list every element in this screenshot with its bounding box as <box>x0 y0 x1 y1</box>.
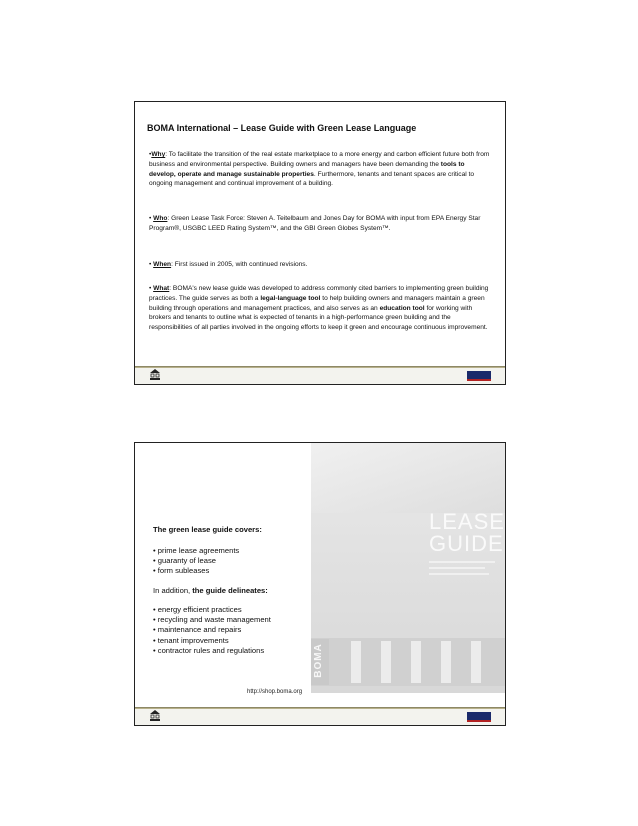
lease-guide-cover-image <box>311 443 506 693</box>
list-item: • prime lease agreements <box>153 546 240 555</box>
list-item: • recycling and waste management <box>153 615 271 625</box>
shop-link[interactable]: http://shop.boma.org <box>247 689 303 695</box>
addition-line <box>153 586 313 596</box>
what-paragraph: • What: BOMA's new lease guide was developed to address commonly cited barriers to implementing green building practices. The guide serves as both a legal-language tool to help building owners and managers maintain a green building through operations and management practices, and also serves as an education tool for working with brokers and tenants to outline what is expected of tenants in a high-performance green building and the responsibilities of all parties involved in the ongoing efforts to keep it green and encourage continuous improvement. <box>149 285 489 332</box>
cover-column <box>381 641 391 683</box>
when-text: : First issued in 2005, with continued revisions. <box>171 261 308 268</box>
covers-list <box>153 546 313 577</box>
cover-subtitle-line <box>429 567 485 569</box>
delineates-list <box>153 605 313 656</box>
what-bold-2: education tool <box>379 304 425 312</box>
slide-2 <box>134 442 506 726</box>
cover-title-line-1: LEASE <box>429 509 505 534</box>
what-label: What <box>153 285 170 292</box>
firm-logo-icon <box>467 712 491 722</box>
cover-subtitle-line <box>429 573 489 575</box>
building-owners-icon <box>149 369 161 381</box>
cover-column <box>351 641 361 683</box>
covers-heading: The green lease guide covers: <box>153 525 262 534</box>
what-text-1: : BOMA's new lease guide was developed to address commonly cited barriers to implementing green building practices. The guide serves as both a <box>149 285 489 302</box>
cover-column <box>441 641 451 683</box>
why-bold: tools to develop, operate and manage sustainable properties <box>149 160 465 178</box>
slide-1 <box>134 101 506 385</box>
why-label: Why <box>151 151 166 158</box>
firm-logo-icon <box>467 371 491 381</box>
list-item: • energy efficient practices <box>153 605 242 614</box>
why-paragraph: •Why: To facilitate the transition of the real estate marketplace to a more energy and carbon efficient future both from business and environmental perspective. Building owners and managers have been demanding the tools to develop, operate and manage sustainable properties. Furthermore, tenants and tenant spaces are critical to ongoing management and continual improvement of a building. <box>149 151 490 188</box>
cover-subtitle-line <box>429 561 495 563</box>
slide-title: BOMA International – Lease Guide with Green Lease Language <box>147 123 417 133</box>
who-paragraph: • Who: Green Lease Task Force: Steven A. Teitelbaum and Jones Day for BOMA with input from EPA Energy Star Program®, USGBC LEED Rating System™, and the GBI Green Globes System™. <box>149 215 481 232</box>
cover-brand: BOMA <box>312 643 324 678</box>
addition-bold: the guide delineates: <box>192 586 268 595</box>
list-item: • guaranty of lease <box>153 556 217 566</box>
who-text: : Green Lease Task Force: Steven A. Teitelbaum and Jones Day for BOMA with input from EPA Energy Star Program®, USGBC LEED Rating System™, and the GBI Green Globes System™. <box>149 215 481 232</box>
when-label: When <box>153 261 172 268</box>
cover-sky <box>311 443 506 513</box>
why-text-2: . Furthermore, tenants and tenant spaces are critical to ongoing management and continual improvement of a building. <box>149 170 475 188</box>
list-item: • tenant improvements <box>153 635 229 645</box>
list-item: • form subleases <box>153 566 210 576</box>
footer-bar <box>135 708 505 725</box>
list-item: • maintenance and repairs <box>153 625 242 635</box>
list-item: • contractor rules and regulations <box>153 645 265 655</box>
who-label: Who <box>153 215 168 222</box>
what-text-3: for working with brokers and tenants to outline what is expected of tenants in a high-performance green building and the responsibilities of all parties involved in the ongoing efforts to keep it green and encourage continuous improvement. <box>149 304 488 332</box>
when-paragraph: • When: First issued in 2005, with continued revisions. <box>149 261 308 268</box>
what-bold-1: legal-language tool <box>260 294 321 302</box>
why-text-1: : To facilitate the transition of the real estate marketplace to a more energy and carbon efficient future both from business and environmental perspective. Building owners and managers have been demanding the <box>149 151 490 168</box>
cover-column <box>471 641 481 683</box>
building-owners-icon <box>149 710 161 722</box>
cover-title-line-2: GUIDE <box>429 531 504 556</box>
what-text-2: to help building owners and managers maintain a green building through operations and management practices, and also serves as an <box>149 294 485 312</box>
footer-bar <box>135 367 505 384</box>
cover-column <box>411 641 421 683</box>
cover-title <box>429 511 505 555</box>
addition-prefix: In addition, <box>153 586 193 595</box>
